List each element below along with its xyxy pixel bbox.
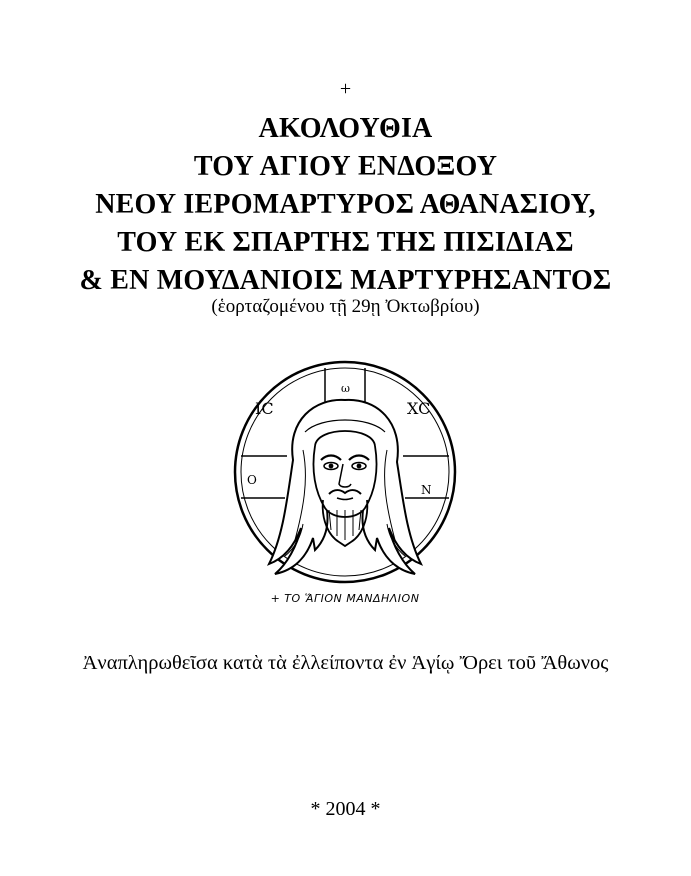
publication-year: * 2004 * [310, 798, 381, 820]
xc-letters: XC [407, 399, 431, 418]
title-line-2: ΤΟΥ ΑΓΙΟΥ ΕΝΔΟΞΟΥ [193, 151, 498, 182]
cross-mark: + [339, 78, 352, 100]
title-line-1: ΑΚΟΛΟΥΘΙΑ [258, 113, 433, 144]
omicron-letter: Ο [247, 473, 257, 487]
holy-mandylion-icon [225, 360, 465, 618]
icon-caption: + ΤΟ ἍΓΙΟΝ ΜΑΝΔΗΛΙΟΝ [270, 592, 420, 605]
feast-date-subtitle: (ἑορταζομένου τῇ 29ῃ Ὀκτωβρίου) [211, 296, 480, 317]
ic-letters: IC [255, 399, 274, 418]
omega-letter: ω [341, 382, 350, 395]
nu-letter: Ν [421, 483, 432, 497]
title-line-4: ΤΟΥ ΕΚ ΣΠΑΡΤΗΣ ΤΗΣ ΠΙΣΙΔΙΑΣ [117, 227, 574, 258]
title-block [0, 110, 691, 300]
completion-note: Ἀναπληρωθεῖσα κατὰ τὰ ἐλλείποντα ἐν Ἁγίῳ Ὄρει τοῦ Ἄθωνος [82, 652, 609, 674]
title-line-3: ΝΕΟΥ ΙΕΡΟΜΑΡΤΥΡΟΣ ΑΘΑΝΑΣΙΟΥ, [95, 189, 596, 220]
title-line-5: & ΕΝ ΜΟΥΔΑΝΙΟΙΣ ΜΑΡΤΥΡΗΣΑΝΤΟΣ [79, 265, 612, 296]
mandylion-drawing [225, 360, 465, 592]
